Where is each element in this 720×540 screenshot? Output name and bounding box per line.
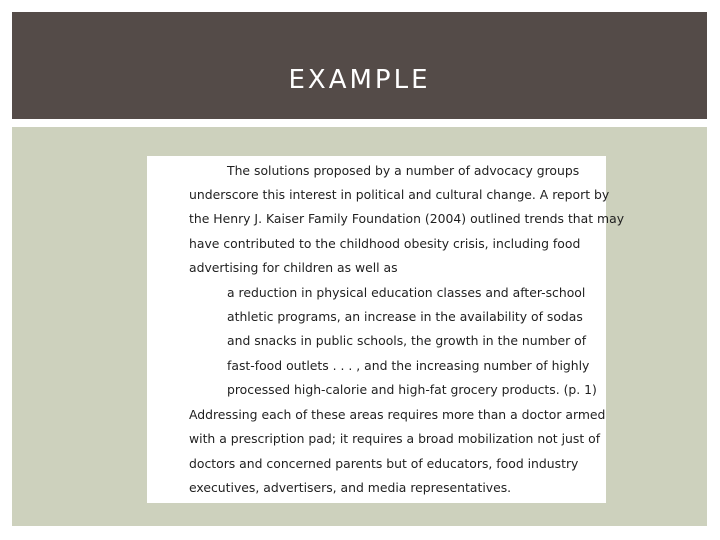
text-line: advertising for children as well as [189, 260, 398, 275]
text-line: Addressing each of these areas requires more than a doctor armed [189, 407, 606, 422]
block-quote-line: and snacks in public schools, the growth in the number of [227, 333, 587, 348]
text-line: underscore this interest in political and cultural change. A report by [189, 187, 610, 202]
text-line: the Henry J. Kaiser Family Foundation (2004) outlined trends that may [189, 211, 625, 226]
text-line: have contributed to the childhood obesity crisis, including food [189, 236, 581, 251]
slide-title-bar [12, 12, 707, 119]
text-line: executives, advertisers, and media representatives. [189, 480, 512, 495]
block-quote-line: a reduction in physical education classes and after-school [227, 285, 586, 300]
text-line: doctors and concerned parents but of educators, food industry [189, 456, 579, 471]
block-quote-line: athletic programs, an increase in the availability of sodas [227, 309, 583, 324]
text-line: with a prescription pad; it requires a broad mobilization not just of [189, 431, 601, 446]
block-quote-line: fast-food outlets . . . , and the increasing number of highly [227, 358, 590, 373]
slide-title: EXAMPLE [288, 65, 431, 95]
block-quote-line: processed high-calorie and high-fat grocery products. (p. 1) [227, 382, 597, 397]
document-excerpt [147, 156, 625, 503]
text-line: The solutions proposed by a number of advocacy groups [227, 163, 580, 178]
